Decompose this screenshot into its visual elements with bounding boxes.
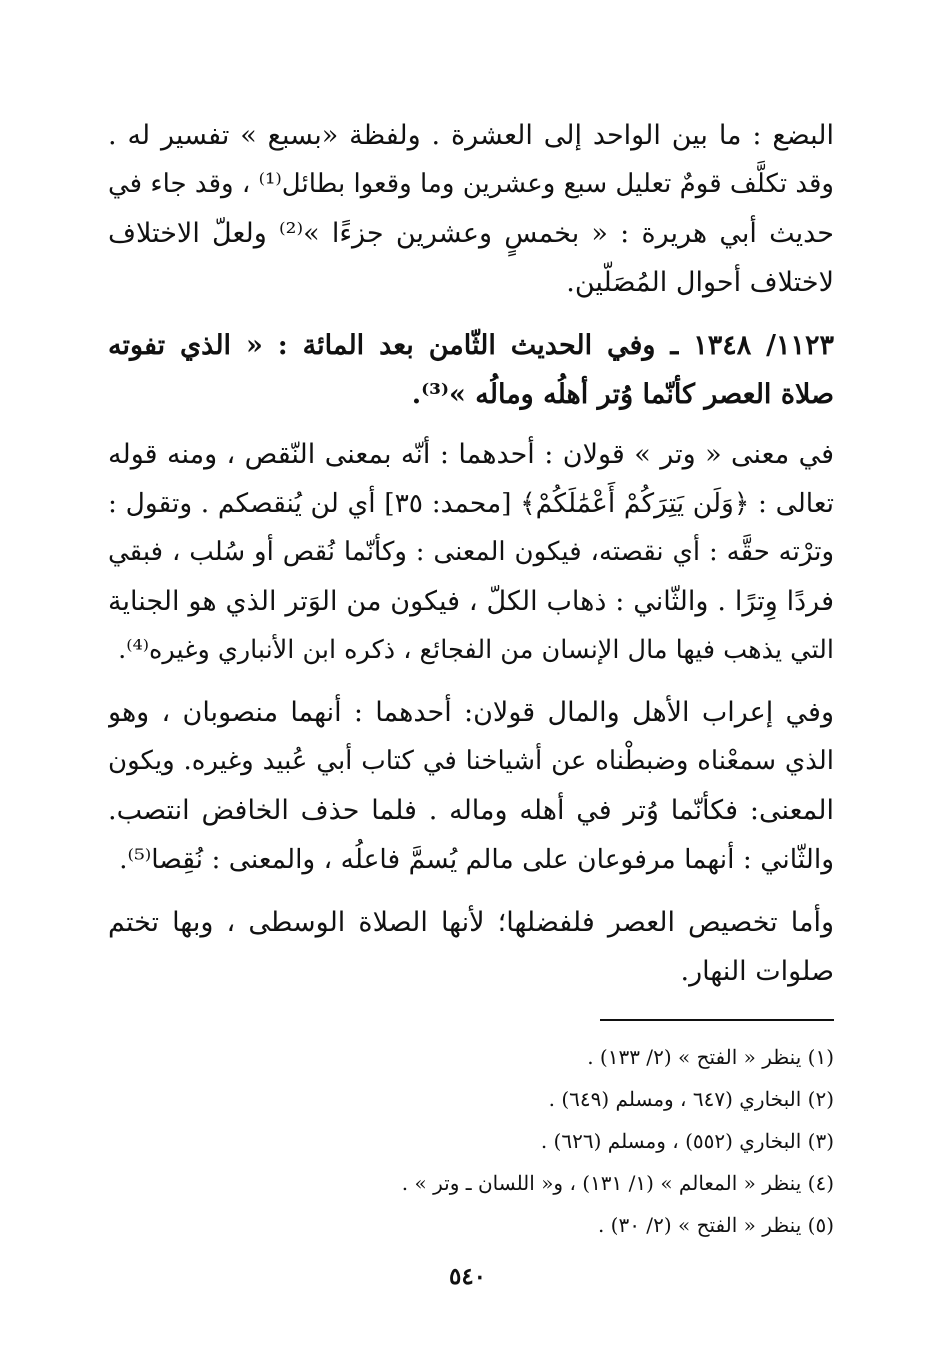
text-line: لاختلاف أحوال المُصَلّين. xyxy=(566,267,834,298)
text-line: وفي إعراب الأهل والمال قولان: أحدهما : أنهما منصوبان ، وهو xyxy=(108,697,834,728)
paragraph-bid-definition xyxy=(108,111,834,307)
text-line: والثّاني : أنهما مرفوعان على مالم يُسمَّ فاعلُه ، والمعنى : نُقِصا⁽⁵⁾. xyxy=(119,844,834,875)
text-line: الذي سمعْناه وضبطْناه عن أشياخنا في كتاب أبي عُبيد وغيره. ويكون xyxy=(108,746,834,776)
text-line: وقد تكلَّف قومٌ تعليل سبع وعشرين وما وقعوا بطائل⁽¹⁾ ، وقد جاء في xyxy=(108,169,834,199)
text-line: حديث أبي هريرة : « بخمسٍ وعشرين جزءًا »⁽²⁾ ولعلّ الاختلاف xyxy=(108,218,834,249)
footnote-item: (٤) ينظر « المعالم » (١/ ١٣١) ، و« اللسان ـ وتر » . xyxy=(401,1171,834,1195)
footnote-item: (٣) البخاري (٥٥٢) ، ومسلم (٦٢٦) . xyxy=(540,1129,834,1153)
text-line: صلوات النهار. xyxy=(680,956,834,987)
text-line: تعالى : ﴿وَلَن يَتِرَكُمْ أَعْمَٰلَكُمْ﴾ [محمد: ٣٥] أي لن يُنقصكم . وتقول : xyxy=(108,488,834,519)
text-line: فردًا وِترًا . والثّاني : ذهاب الكلّ ، فيكون من الوَتر الذي هو الجناية xyxy=(108,586,834,617)
footnote-item: (٢) البخاري (٦٤٧ ، ومسلم (٦٤٩) . xyxy=(548,1087,834,1111)
page-number: ٥٤٠ xyxy=(448,1263,487,1290)
paragraph-grammar xyxy=(108,688,834,884)
text-line: وأما تخصيص العصر فلفضلها؛ لأنها الصلاة الوسطى ، وبها تختم xyxy=(108,907,834,938)
footnote-item: (١) ينظر « الفتح » (٢/ ١٣٣) . xyxy=(587,1045,834,1069)
footnote-divider xyxy=(600,1019,834,1021)
footnote-item: (٥) ينظر « الفتح » (٢/ ٣٠) . xyxy=(597,1213,834,1237)
paragraph-meaning-of-watr xyxy=(108,430,834,675)
text-line: ١١٢٣/ ١٣٤٨ ـ وفي الحديث الثّامن بعد المائة : « الذي تفوته xyxy=(108,330,834,361)
text-line: في معنى « وتر » قولان : أحدهما : أنّه بمعنى النّقص ، ومنه قوله xyxy=(108,439,834,470)
text-line: البضع : ما بين الواحد إلى العشرة . ولفظة «بسبع » تفسير له . xyxy=(108,120,834,151)
text-line: صلاة العصر كأنّما وُتر أهلُه ومالُه »⁽³⁾. xyxy=(411,379,834,410)
text-line: المعنى: فكأنّما وُتر في أهله وماله . فلما حذف الخافض انتصب. xyxy=(108,795,834,826)
footnotes xyxy=(300,1036,834,1246)
paragraph-asr-virtue xyxy=(108,898,834,996)
text-line: وترْته حقَّه : أي نقصته، فيكون المعنى : وكأنّما نُقص أو سُلب ، فبقي xyxy=(108,537,834,567)
hadith-heading xyxy=(108,321,834,419)
text-line: التي يذهب فيها مال الإنسان من الفجائع ، ذكره ابن الأنباري وغيره⁽⁴⁾. xyxy=(118,635,834,665)
